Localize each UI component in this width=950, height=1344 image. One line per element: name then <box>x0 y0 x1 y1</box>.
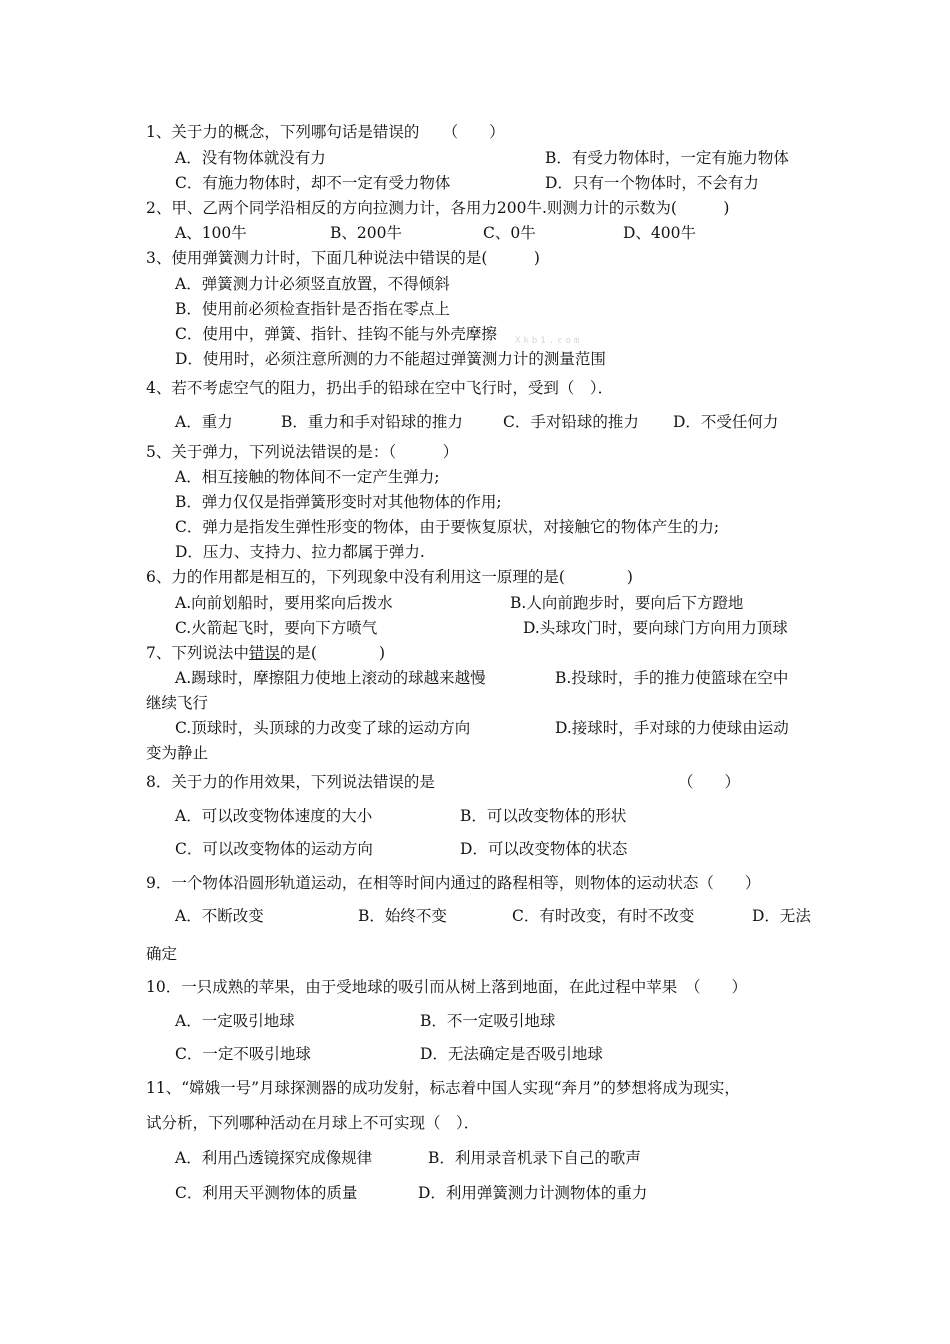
question-8-option-b: B．可以改变物体的形状 <box>460 807 627 825</box>
question-5-option-a: A．相互接触的物体间不一定产生弹力; <box>175 468 440 486</box>
question-2-option-a: A、100牛 <box>175 224 247 242</box>
question-2-option-d: D、400牛 <box>623 224 697 242</box>
question-6-option-d: D.头球攻门时，要向球门方向用力顶球 <box>523 619 788 637</box>
question-10-option-b: B．不一定吸引地球 <box>420 1012 556 1030</box>
question-2-option-b: B、200牛 <box>330 224 402 242</box>
question-7-option-a: A.踢球时，摩擦阻力使地上滚动的球越来越慢 <box>175 669 486 687</box>
question-11-option-a: A．利用凸透镜探究成像规律 <box>175 1149 373 1167</box>
question-1-option-b: B．有受力物体时，一定有施力物体 <box>545 149 789 167</box>
question-7-stem-post: 的是( ) <box>279 644 385 662</box>
question-10-option-d: D．无法确定是否吸引地球 <box>420 1045 603 1063</box>
question-11-stem: 11、“嫦娥一号”月球探测器的成功发射，标志着中国人实现“奔月”的梦想将成为现实， <box>146 1079 740 1097</box>
question-6-option-b: B.人向前跑步时，要向后下方蹬地 <box>510 594 744 612</box>
question-6-stem: 6、力的作用都是相互的，下列现象中没有利用这一原理的是( ) <box>146 568 633 586</box>
question-7-option-d-continued: 变为静止 <box>146 744 209 762</box>
question-5-option-d: D．压力、支持力、拉力都属于弹力. <box>175 543 425 561</box>
question-7-option-d: D.接球时，手对球的力使球由运动 <box>555 719 789 737</box>
question-4-option-c: C．手对铅球的推力 <box>503 413 639 431</box>
watermark: Xkb1.com <box>515 336 583 346</box>
question-9-option-d: D．无法 <box>752 907 811 925</box>
question-3-option-d: D．使用时，必须注意所测的力不能超过弹簧测力计的测量范围 <box>175 350 606 368</box>
question-1-option-c: C．有施力物体时，却不一定有受力物体 <box>175 174 451 192</box>
question-7-stem-emphasis: 错误 <box>248 644 280 662</box>
question-10-option-c: C．一定不吸引地球 <box>175 1045 311 1063</box>
question-4-option-d: D．不受任何力 <box>673 413 779 431</box>
question-8-option-a: A．可以改变物体速度的大小 <box>175 807 373 825</box>
question-6-option-a: A.向前划船时，要用桨向后拨水 <box>175 594 393 612</box>
question-7-stem <box>146 643 385 663</box>
question-9-option-a: A．不断改变 <box>175 907 264 925</box>
question-8-answer-paren: （ ） <box>678 773 741 791</box>
question-9-option-d-continued: 确定 <box>146 945 178 963</box>
question-2-option-c: C、0牛 <box>483 224 536 242</box>
question-1-option-d: D．只有一个物体时，不会有力 <box>545 174 759 192</box>
question-9-option-b: B．始终不变 <box>358 907 447 925</box>
question-5-option-b: B．弹力仅仅是指弹簧形变时对其他物体的作用; <box>175 493 502 511</box>
question-3-option-c: C．使用中，弹簧、指针、挂钩不能与外壳摩擦 <box>175 325 497 343</box>
question-4-option-b: B．重力和手对铅球的推力 <box>281 413 463 431</box>
question-8-option-d: D．可以改变物体的状态 <box>460 840 628 858</box>
question-3-option-a: A．弹簧测力计必须竖直放置，不得倾斜 <box>175 275 450 293</box>
question-8-stem: 8．关于力的作用效果，下列说法错误的是 <box>146 773 435 791</box>
question-5-option-c: C．弹力是指发生弹性形变的物体，由于要恢复原状，对接触它的物体产生的力; <box>175 518 720 536</box>
question-9-stem: 9．一个物体沿圆形轨道运动，在相等时间内通过的路程相等，则物体的运动状态（ ） <box>146 874 761 892</box>
question-5-stem: 5、关于弹力，下列说法错误的是：（ ） <box>146 443 459 461</box>
question-3-stem: 3、使用弹簧测力计时，下面几种说法中错误的是( ) <box>146 249 540 267</box>
question-1-stem: 1、关于力的概念，下列哪句话是错误的 （ ） <box>146 123 505 141</box>
question-11-option-b: B．利用录音机录下自己的歌声 <box>428 1149 641 1167</box>
question-2-stem: 2、甲、乙两个同学沿相反的方向拉测力计，各用力200牛.则测力计的示数为( ) <box>146 199 730 217</box>
question-10-stem: 10．一只成熟的苹果，由于受地球的吸引而从树上落到地面，在此过程中苹果 （ ） <box>146 978 747 996</box>
question-11-option-d: D．利用弹簧测力计测物体的重力 <box>418 1184 648 1202</box>
question-11-option-c: C．利用天平测物体的质量 <box>175 1184 358 1202</box>
question-1-option-a: A．没有物体就没有力 <box>175 149 326 167</box>
question-7-option-c: C.顶球时，头顶球的力改变了球的运动方向 <box>175 719 471 737</box>
question-4-option-a: A．重力 <box>175 413 233 431</box>
question-4-stem: 4、若不考虑空气的阻力，扔出手的铅球在空中飞行时，受到（ ）． <box>146 379 614 397</box>
question-3-option-b: B．使用前必须检查指针是否指在零点上 <box>175 300 450 318</box>
question-7-option-b-continued: 继续飞行 <box>146 694 209 712</box>
question-6-option-c: C.火箭起飞时，要向下方喷气 <box>175 619 378 637</box>
question-11-stem-continued: 试分析，下列哪种活动在月球上不可实现（ ）． <box>146 1114 480 1132</box>
question-10-option-a: A．一定吸引地球 <box>175 1012 295 1030</box>
question-7-stem-pre: 7、下列说法中 <box>146 644 249 662</box>
question-7-option-b: B.投球时，手的推力使篮球在空中 <box>555 669 789 687</box>
question-9-option-c: C．有时改变，有时不改变 <box>512 907 695 925</box>
question-8-option-c: C．可以改变物体的运动方向 <box>175 840 373 858</box>
